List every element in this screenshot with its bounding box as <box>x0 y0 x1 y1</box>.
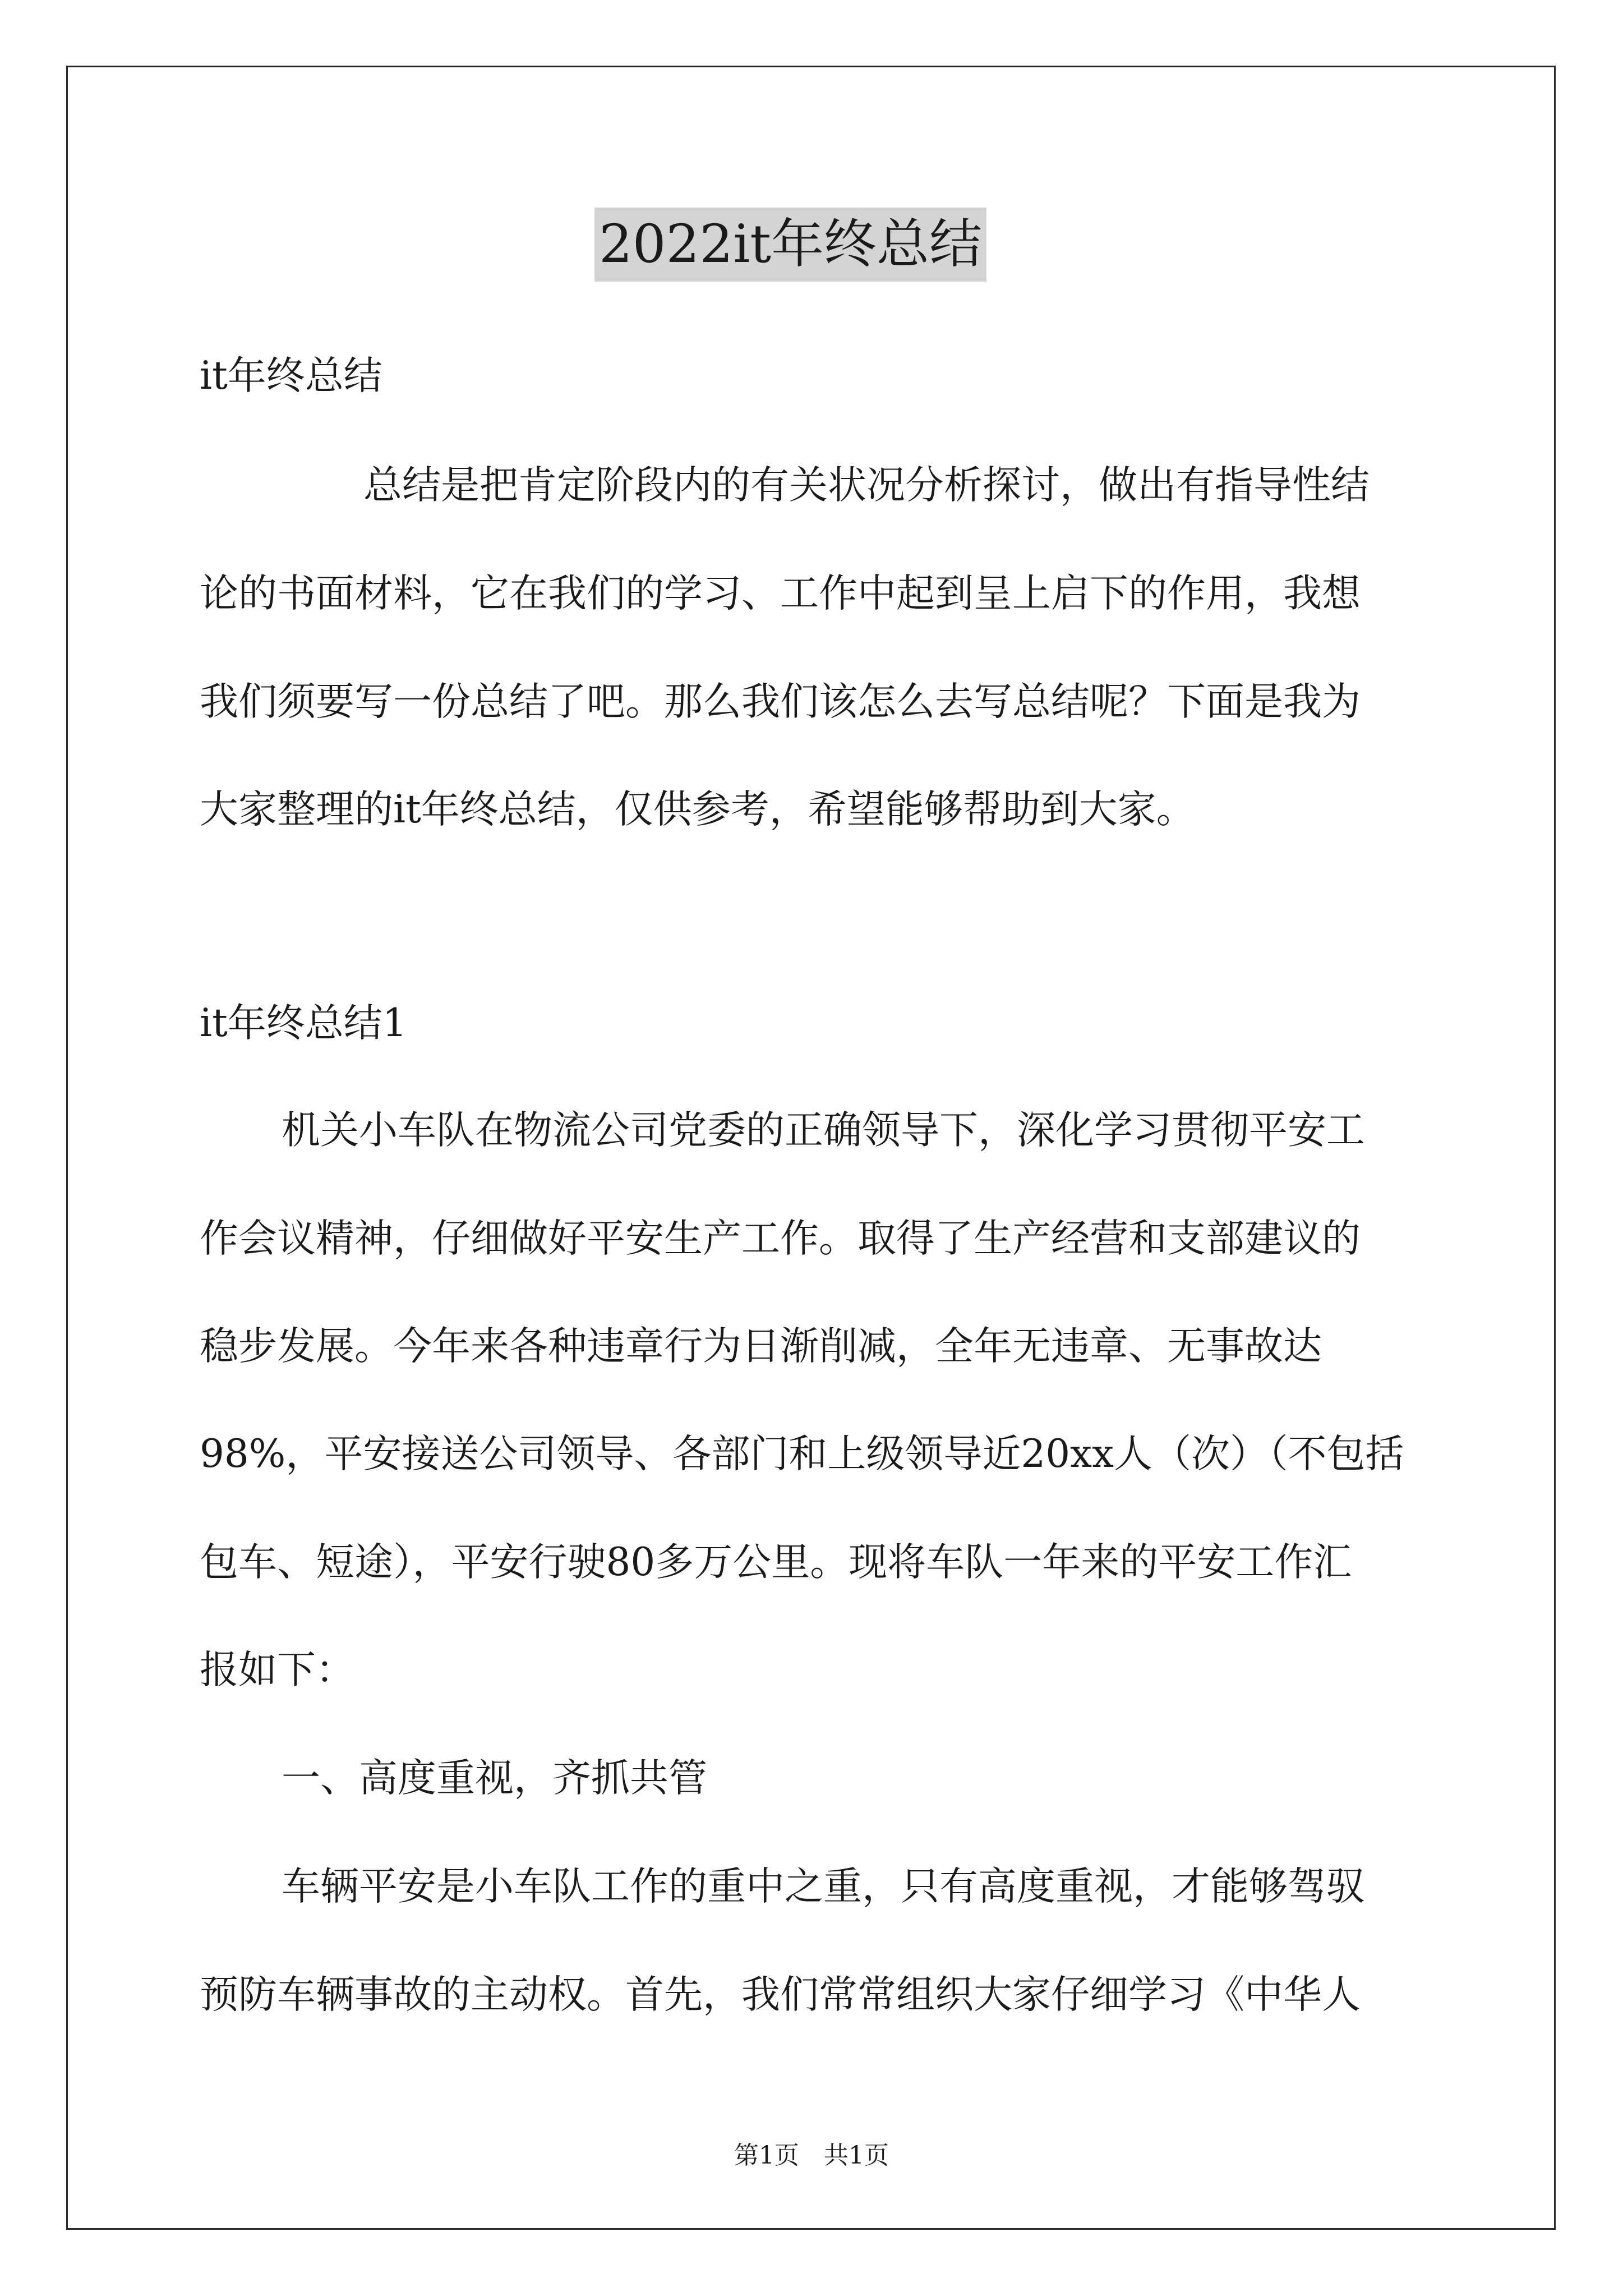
paragraph-line: 车辆平安是小车队工作的重中之重，只有高度重视，才能够驾驭 <box>282 1864 1365 1909</box>
paragraph-line: 98%，平安接送公司领导、各部门和上级领导近20xx人（次）（不包括 <box>200 1432 1404 1476</box>
page-footer: 第1页 共1页 <box>734 2141 889 2170</box>
paragraph-line: 作会议精神，仔细做好平安生产工作。取得了生产经营和支部建议的 <box>200 1216 1361 1261</box>
subsection-heading: 一、高度重视，齐抓共管 <box>282 1756 707 1801</box>
paragraph-line: 总结是把肯定阶段内的有关状况分析探讨，做出有指导性结 <box>363 463 1370 508</box>
paragraph-line: 预防车辆事故的主动权。首先，我们常常组织大家仔细学习《中华人 <box>200 1972 1361 2017</box>
paragraph-line: 机关小车队在物流公司党委的正确领导下，深化学习贯彻平安工 <box>282 1108 1365 1153</box>
paragraph-line: 报如下： <box>200 1648 354 1692</box>
paragraph-line: 我们须要写一份总结了吧。那么我们该怎么去写总结呢？下面是我为 <box>200 679 1361 724</box>
paragraph-line: 稳步发展。今年来各种违章行为日渐削减，全年无违章、无事故达 <box>200 1324 1322 1369</box>
paragraph-line: 论的书面材料，它在我们的学习、工作中起到呈上启下的作用，我想 <box>200 571 1361 616</box>
section-heading: it年终总结 <box>200 353 382 398</box>
section-heading: it年终总结1 <box>200 1001 407 1046</box>
document-title: 2022it年终总结 <box>594 208 986 282</box>
paragraph-line: 大家整理的it年终总结，仅供参考，希望能够帮助到大家。 <box>200 787 1195 832</box>
paragraph-line: 包车、短途），平安行驶80多万公里。现将车队一年来的平安工作汇 <box>200 1540 1352 1585</box>
